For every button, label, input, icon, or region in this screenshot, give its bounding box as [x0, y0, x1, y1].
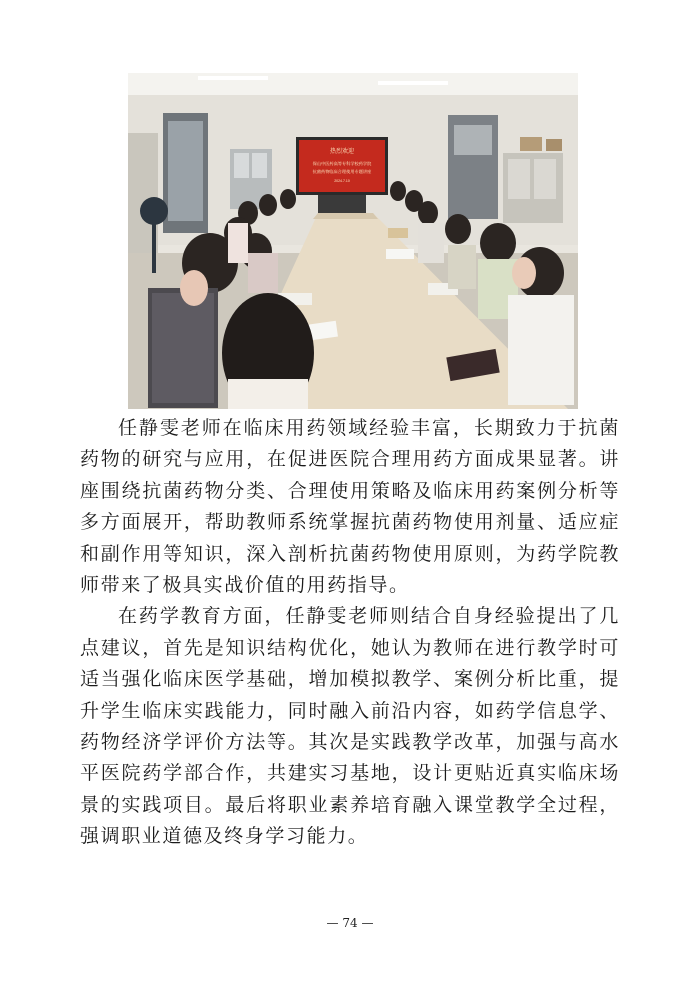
screen-date: 2024.7.10	[334, 179, 350, 183]
paragraph-2: 在药学教育方面，任静雯老师则结合自身经验提出了几点建议，首先是知识结构优化，她认为教师在进行教学时可适当强化临床医学基础，增加模拟教学、案例分析比重，提升学生临床实践能力，同时融入前沿内容，如药学信息学、药物经济学评价方法等。其次是实践教学改革，加强与高水平医院药学部合作，共建实习基地，设计更贴近真实临床场景的实践项目。最后将职业素养培育融入课堂教学全过程，强调职业道德及终身学习能力。	[80, 605, 620, 848]
meeting-photo-illustration	[128, 73, 578, 409]
article-body	[80, 413, 620, 853]
screen-subtitle-line1: 保山中医药高等专科学校药学院	[312, 161, 372, 166]
screen-subtitle-line2: 抗菌药物临床合理使用专题讲座	[312, 169, 372, 174]
paragraph-1: 任静雯老师在临床用药领域经验丰富，长期致力于抗菌药物的研究与应用，在促进医院合理用药方面成果显著。讲座围绕抗菌药物分类、合理使用策略及临床用药案例分析等多方面展开，帮助教师系统掌握抗菌药物使用剂量、适应症和副作用等知识，深入剖析抗菌药物使用原则，为药学院教师带来了极具实战价值的用药指导。	[80, 417, 620, 597]
meeting-photo	[128, 73, 578, 409]
page-number: — 74 —	[326, 916, 374, 930]
screen-title: 热烈欢迎	[329, 149, 355, 155]
